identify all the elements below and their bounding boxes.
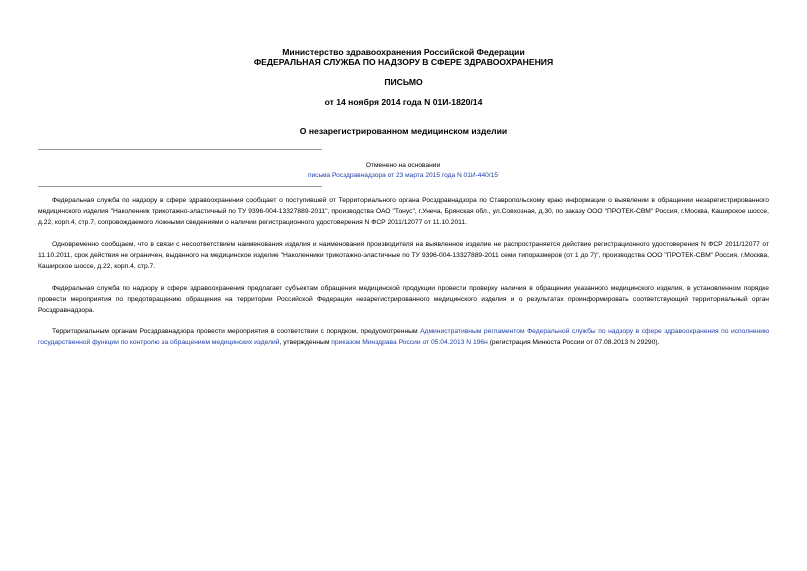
cancel-note-link-line: [38, 171, 768, 180]
order-link[interactable]: приказом Минздрава России от 05.04.2013 N 196н: [331, 338, 488, 346]
cancel-basis-link[interactable]: письма Росздравнадзора от 23 марта 2015 года N 01И-440/15: [308, 172, 498, 179]
paragraph-4: [38, 327, 769, 349]
paragraph-4-text-3: (регистрация Минюста России от 07.08.2013 N 29290).: [487, 338, 660, 346]
paragraph-3: Федеральная служба по надзору в сфере здравоохранения предлагает субъектам обращения медицинской продукции провести проверку наличия в обращении указанного медицинского изделия, в установленном порядке провести мероприятия по предотвращению обращения на территории Российской Федерации незарегистрированного медицинского изделия и о результатах проинформировать соответствующий территориальный орган Росздравнадзора.: [38, 285, 769, 314]
ministry-name: Министерство здравоохранения Российской Федерации: [282, 47, 525, 57]
admin-regulation-link[interactable]: Административным регламентом Федеральной службы по надзору в сфере здравоохранения по исполнению государственной функции по контролю за обращением медицинских изделий: [38, 328, 770, 346]
divider-bottom: [38, 186, 322, 187]
divider-top: [38, 149, 322, 150]
document-date-number: от 14 ноября 2014 года N 01И-1820/14: [324, 97, 483, 107]
service-name: ФЕДЕРАЛЬНАЯ СЛУЖБА ПО НАДЗОРУ В СФЕРЕ ЗДРАВООХРАНЕНИЯ: [253, 57, 554, 67]
paragraph-4-text-1: Территориальным органам Росздравнадзора провести мероприятия в соответствии с порядком, предусмотренным: [52, 328, 421, 335]
document-type: ПИСЬМО: [384, 77, 423, 87]
cancel-note-text: Отменено на основании: [365, 162, 441, 169]
document-subject: О незарегистрированном медицинском изделии: [299, 126, 508, 136]
paragraph-1: Федеральная служба по надзору в сфере здравоохранения сообщает о поступившей от Территориального органа Росздравнадзора по Ставропольскому краю информации о выявлении в обращении незарегистрированного медицинского изделия "Наколенник трикотажно-эластичный по ТУ 9396-004-13327889-2011", производства ОАО "Тонус", г.Унеча, Брянская обл., ул.Совхозная, д.30, по заказу ООО "ПРОТЕК-СВМ" Россия, г.Москва, Каширское шоссе, д.22, корп.4, стр.7, сопровождаемого ложными сведениями о наличии регистрационного удостоверения N ФСР 2011/12077 от 11.10.2011.: [38, 197, 769, 226]
paragraph-2: Одновременно сообщаем, что в связи с несоответствием наименования изделия и наименования производителя на выявленное изделие не распространяется действие регистрационного удостоверения N ФСР 2011/12077 от 11.10.2011, срок действия не ограничен, выданного на медицинское изделие "Наколенники трикотажно-эластичные по ТУ 9396-004-13327889-2011 семи типоразмеров (от 1 до 7)", производства ООО "ПРОТЕК-СВМ" Россия, г.Москва, Каширское шоссе, д.22, корп.4, стр.7.: [38, 241, 769, 270]
paragraph-4-text-2: , утвержденным: [279, 338, 332, 346]
